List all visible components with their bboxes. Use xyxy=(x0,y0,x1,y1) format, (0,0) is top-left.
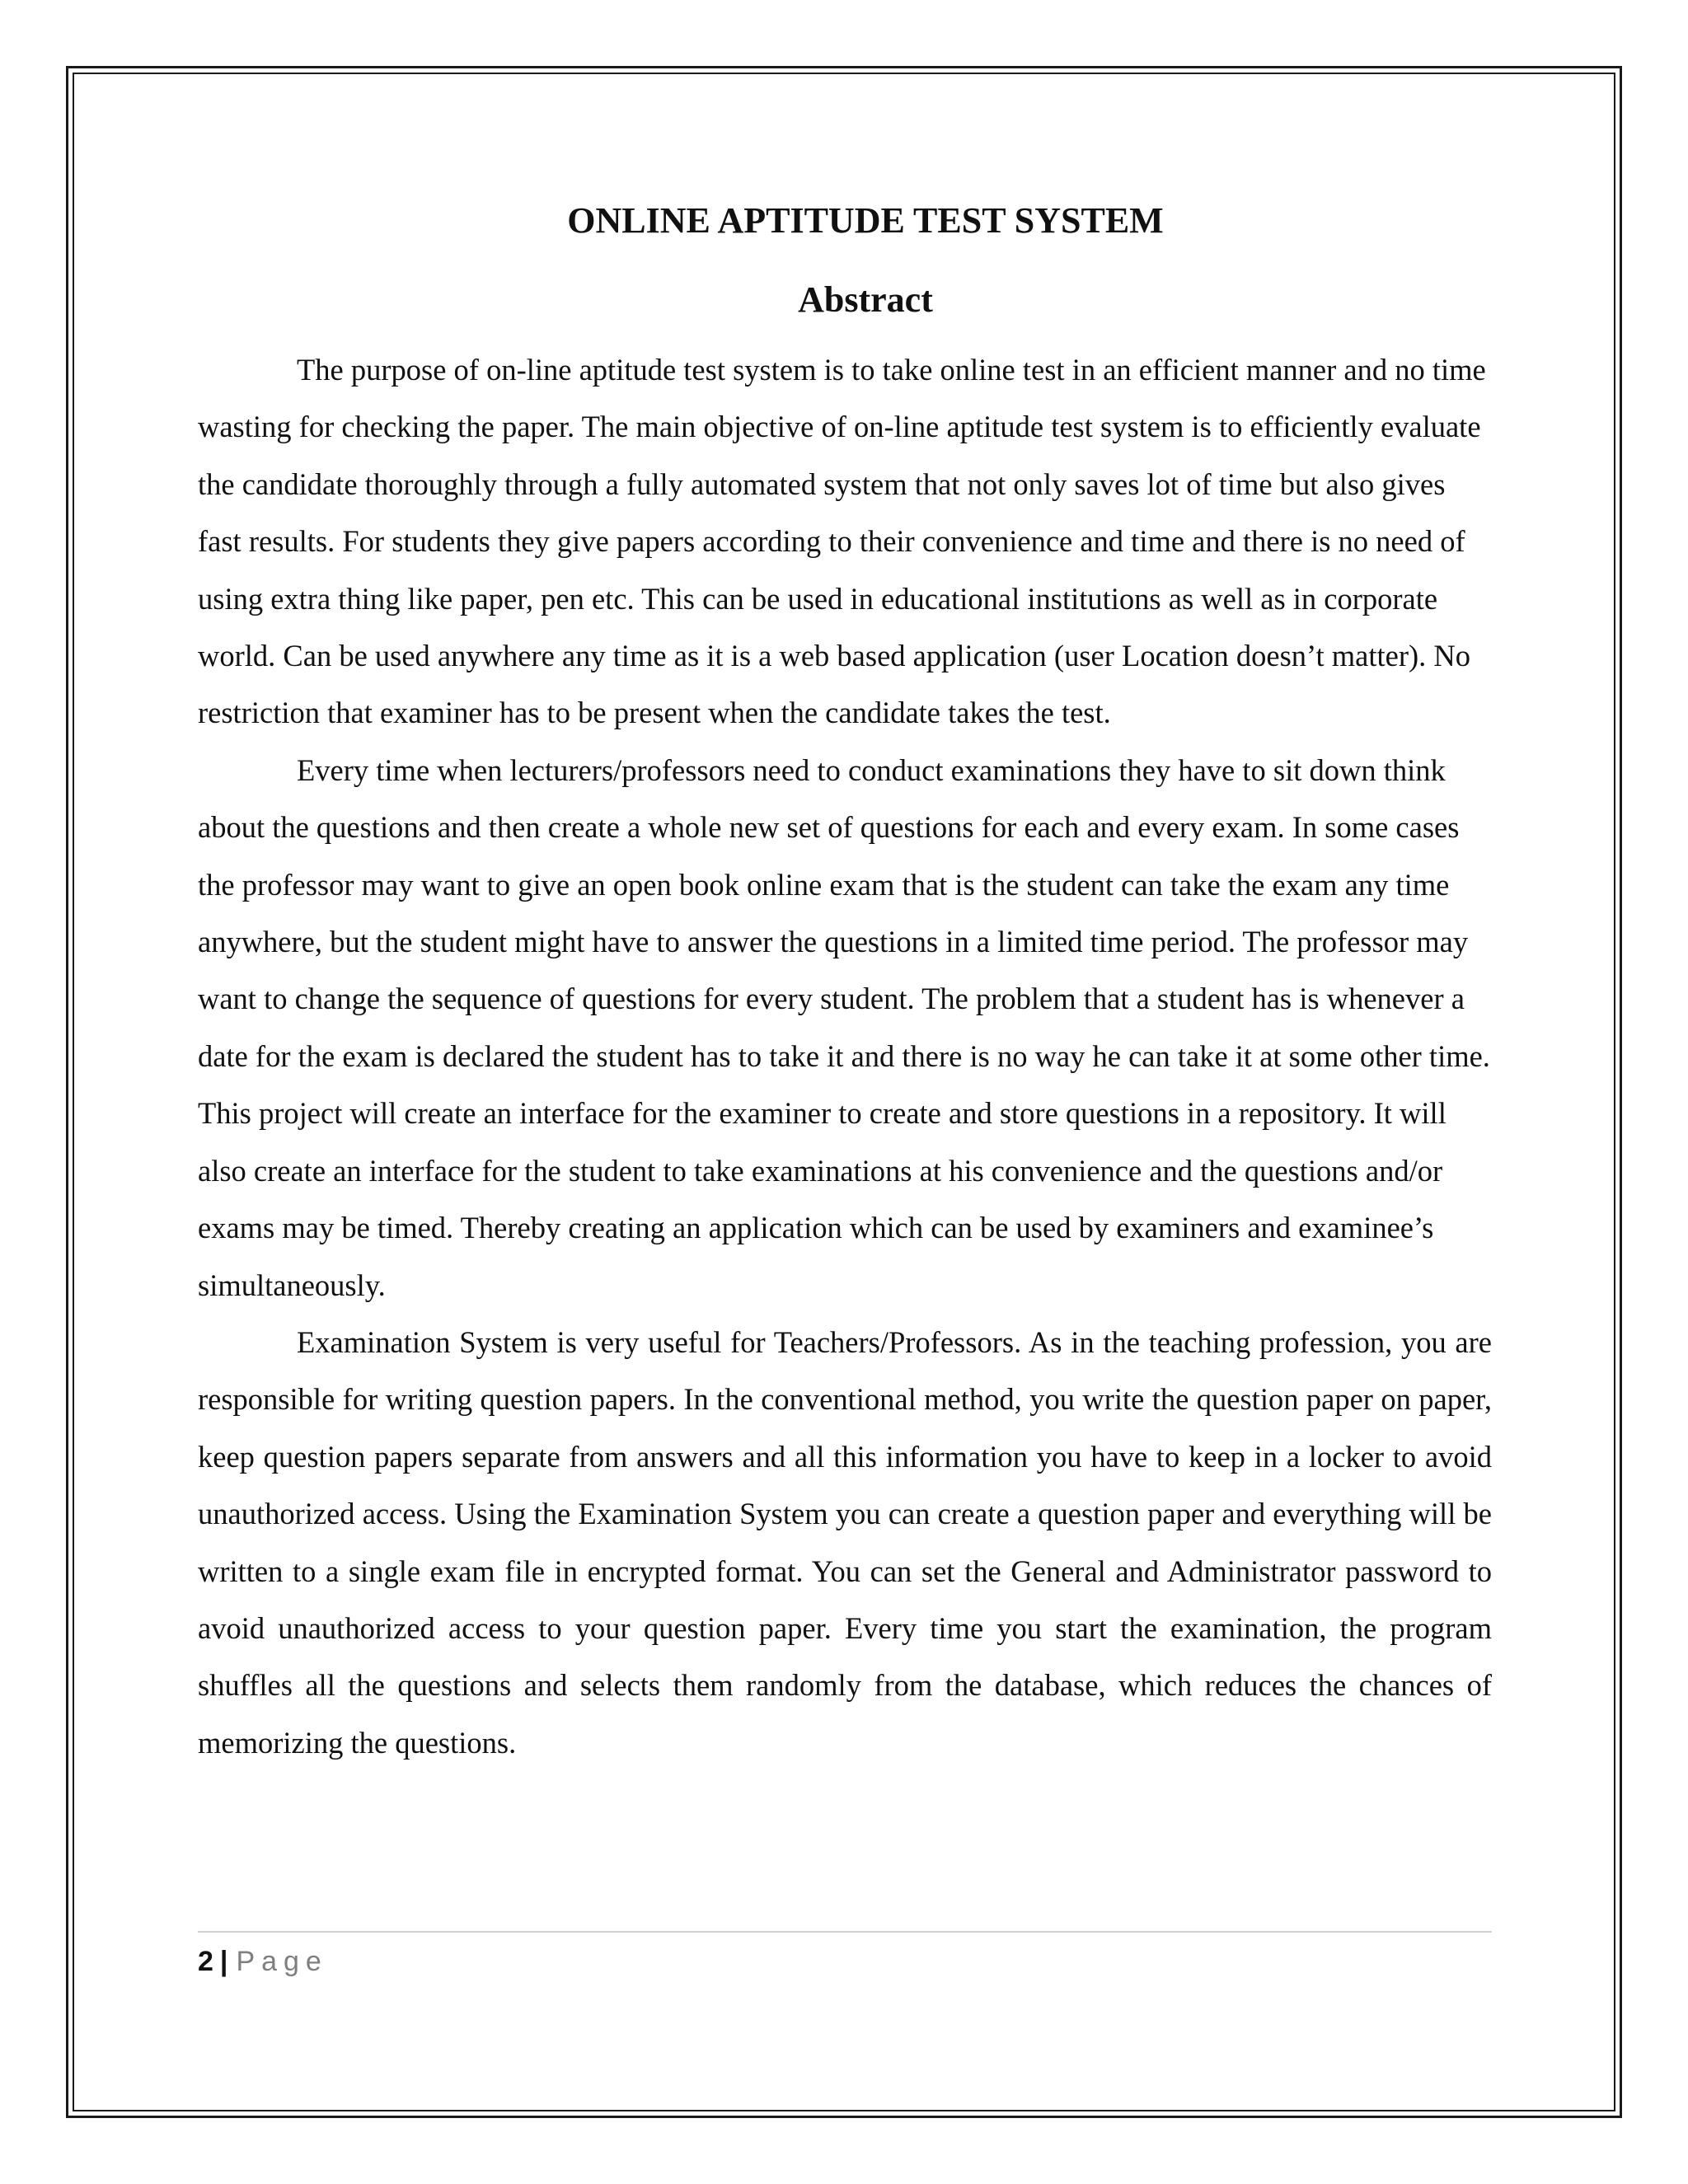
abstract-paragraph-2: Every time when lecturers/professors need to conduct examinations they have to sit down think about the questions and then create a whole new set of questions for each and every exam. In some cases the professor may want to give an open book online exam that is the student can take the exam any time anywhere, but the student might have to answer the questions in a limited time period. The professor may want to change the sequence of questions for every student. The problem that a student has is whenever a date for the exam is declared the student has to take it and there is no way he can take it at some other time. This project will create an interface for the examiner to create and store questions in a repository. It will also create an interface for the student to take examinations at his convenience and the questions and/or exams may be timed. Thereby creating an application which can be used by examiners and examinee’s simultaneously. xyxy=(198,752,1490,1302)
abstract-paragraph-3: Examination System is very useful for Teachers/Professors. As in the teaching profession, you are responsible for writing question papers. In the conventional method, you write the question paper on paper, keep question papers separate from answers and all this information you have to keep in a locker to avoid unauthorized access. Using the Examination System you can create a question paper and everything will be written to a single exam file in encrypted format. You can set the General and Administrator password to avoid unauthorized access to your question paper. Every time you start the examination, the program shuffles all the questions and selects them randomly from the database, which reduces the chances of memorizing the questions. xyxy=(198,1324,1492,1760)
document-body xyxy=(198,191,1492,1771)
page-label: Page xyxy=(236,1946,328,1977)
document-title: ONLINE APTITUDE TEST SYSTEM xyxy=(567,200,1164,241)
section-heading-abstract: Abstract xyxy=(798,279,933,320)
page-footer xyxy=(198,1943,328,1980)
footer-separator: | xyxy=(219,1946,228,1977)
footer-divider xyxy=(198,1931,1492,1933)
abstract-paragraph-1: The purpose of on-line aptitude test system is to take online test in an efficient manner and no time wasting for checking the paper. The main objective of on-line aptitude test system is to efficiently evaluate the candidate thoroughly through a fully automated system that not only saves lot of time but also gives fast results. For students they give papers according to their convenience and time and there is no need of using extra thing like paper, pen etc. This can be used in educational institutions as well as in corporate world. Can be used anywhere any time as it is a web based application (user Location doesn’t matter). No restriction that examiner has to be present when the candidate takes the test. xyxy=(198,353,1486,730)
page-number: 2 xyxy=(198,1946,213,1977)
